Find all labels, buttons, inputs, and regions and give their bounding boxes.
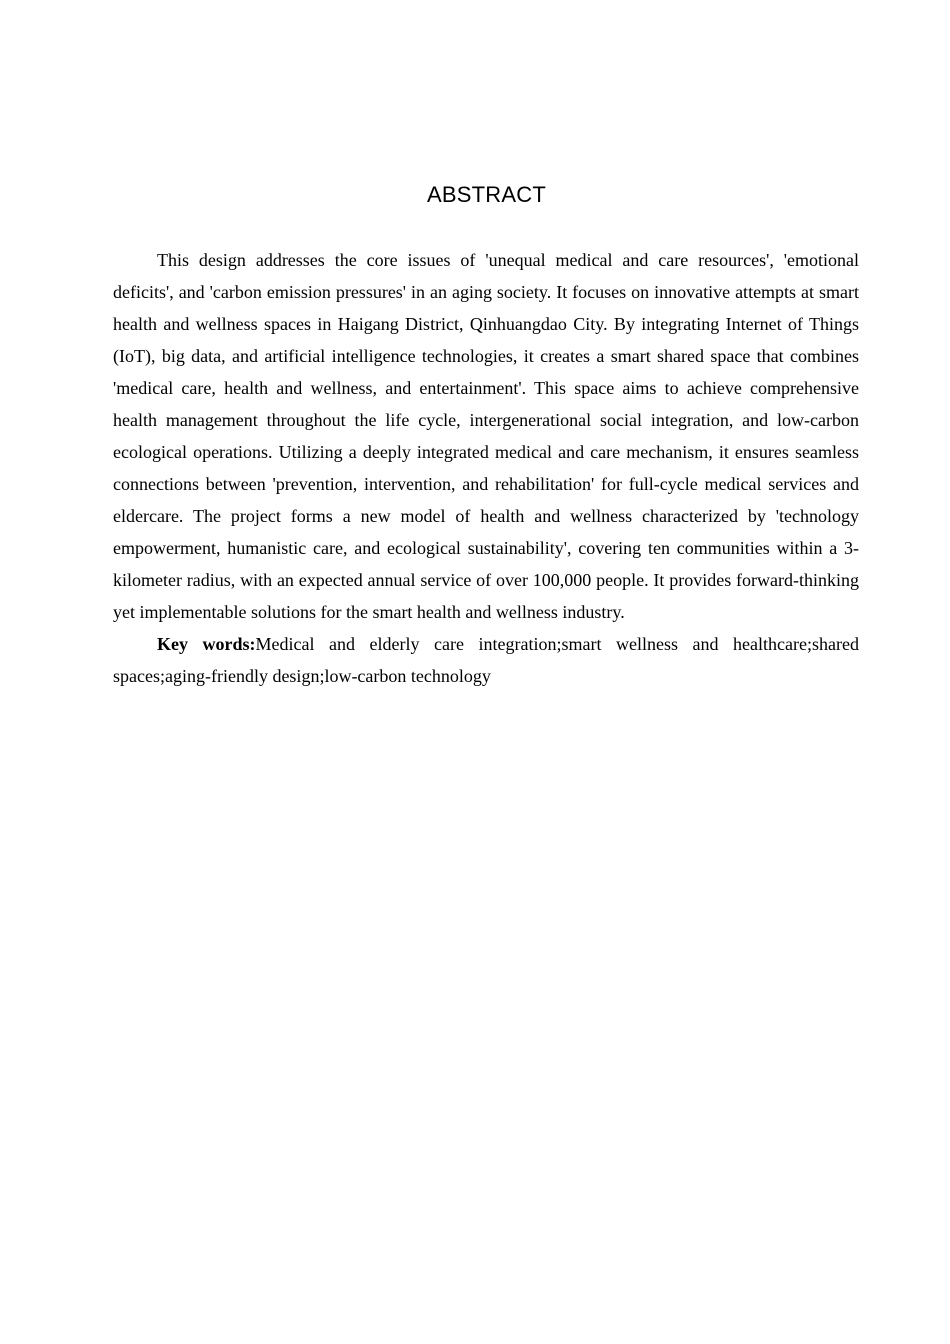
keywords-paragraph xyxy=(113,628,859,692)
keywords-text: Medical and elderly care integration;smart wellness and healthcare;shared spaces;aging-friendly design;low-carbon technology xyxy=(113,634,859,686)
abstract-body xyxy=(113,244,859,692)
abstract-paragraph: This design addresses the core issues of 'unequal medical and care resources', 'emotional deficits', and 'carbon emission pressures' in an aging society. It focuses on innovative attempts at smart health and wellness spaces in Haigang District, Qinhuangdao City. By integrating Internet of Things (IoT), big data, and artificial intelligence technologies, it creates a smart shared space that combines 'medical care, health and wellness, and entertainment'. This space aims to achieve comprehensive health management throughout the life cycle, intergenerational social integration, and low-carbon ecological operations. Utilizing a deeply integrated medical and care mechanism, it ensures seamless connections between 'prevention, intervention, and rehabilitation' for full-cycle medical services and eldercare. The project forms a new model of health and wellness characterized by 'technology empowerment, humanistic care, and ecological sustainability', covering ten communities within a 3-kilometer radius, with an expected annual service of over 100,000 people. It provides forward-thinking yet implementable solutions for the smart health and wellness industry. xyxy=(113,250,859,622)
keywords-label: Key words: xyxy=(157,634,256,654)
abstract-title: ABSTRACT xyxy=(427,182,546,207)
